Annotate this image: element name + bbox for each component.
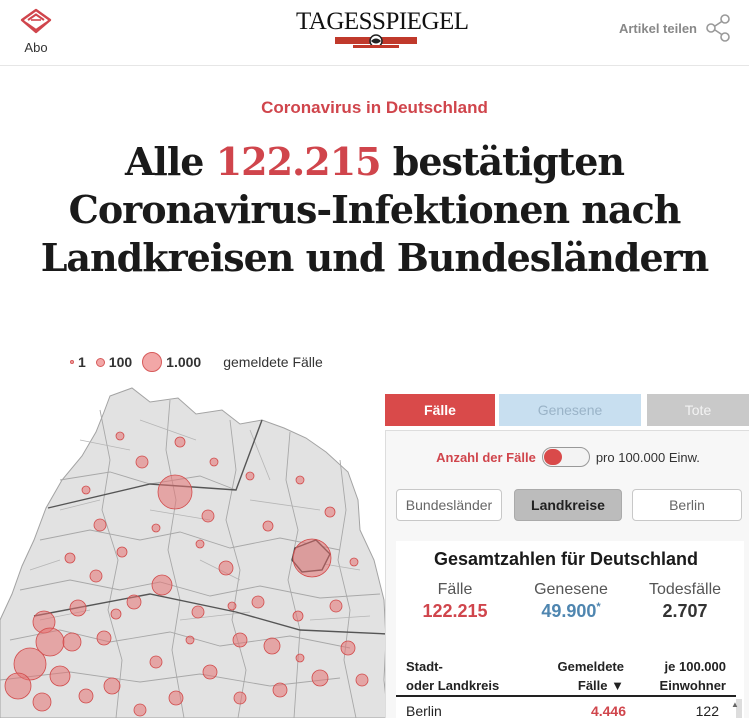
bubble — [63, 633, 81, 651]
tab-tote[interactable]: Tote — [647, 394, 749, 426]
bubble — [136, 456, 148, 468]
footnote-marker[interactable]: * — [596, 601, 601, 613]
legend-item-small — [70, 354, 86, 370]
summary-title: Gesamtzahlen für Deutschland — [433, 549, 699, 569]
bubble — [273, 683, 287, 697]
bubble — [196, 540, 204, 548]
legend-item-large — [142, 352, 201, 372]
bubble — [175, 437, 185, 447]
bubble — [50, 666, 70, 686]
bubble — [117, 547, 127, 557]
stat-label: Genesene — [534, 581, 608, 598]
county-map-svg[interactable] — [0, 380, 390, 718]
bubble — [296, 476, 304, 484]
article-headline — [20, 138, 729, 282]
top-bar — [0, 0, 749, 66]
bubble — [152, 524, 160, 532]
article-kicker: Coronavirus in Deutschland — [261, 98, 488, 117]
bubble — [127, 595, 141, 609]
headline-case-count: 122.215 — [215, 139, 381, 184]
bubble — [350, 558, 358, 566]
cell-region: Berlin — [406, 703, 442, 718]
bubble — [210, 458, 218, 466]
tab-faelle[interactable]: Fälle — [385, 394, 495, 426]
table-row[interactable] — [396, 699, 736, 718]
bubble — [104, 678, 120, 694]
stat-todesfaelle — [630, 581, 740, 622]
stat-number: 2.707 — [662, 601, 708, 621]
header-line: Fälle ▼ — [577, 678, 624, 693]
headline-prefix: Alle — [124, 139, 216, 184]
bubble — [152, 575, 172, 595]
cell-per-100k: 122 — [695, 703, 719, 718]
segment-landkreise[interactable]: Landkreise — [514, 489, 622, 521]
column-header-cases[interactable] — [536, 657, 624, 695]
bubble — [82, 486, 90, 494]
logo-seal-icon — [331, 34, 421, 50]
bubble — [312, 670, 328, 686]
metric-toggle-switch[interactable] — [542, 447, 590, 467]
toggle-knob — [544, 449, 562, 465]
stat-value — [630, 601, 740, 622]
toggle-label-absolute[interactable]: Anzahl der Fälle — [436, 449, 536, 465]
bubble-hamburg — [158, 475, 192, 509]
legend-dot-small — [70, 360, 74, 364]
tagesspiegel-logo[interactable] — [296, 8, 469, 50]
header-line: oder Landkreis — [406, 678, 500, 693]
stat-label: Todesfälle — [648, 581, 722, 598]
stat-genesene — [516, 581, 626, 622]
legend-dot-large — [142, 352, 162, 372]
bubble-berlin — [293, 539, 331, 577]
abo-button[interactable] — [14, 6, 58, 55]
tab-genesene[interactable]: Genesene — [499, 394, 641, 426]
bubble — [33, 693, 51, 711]
segment-bundeslaender[interactable]: Bundesländer — [396, 489, 502, 521]
toggle-label-per-capita[interactable]: pro 100.000 Einw. — [595, 449, 700, 465]
bubble — [111, 609, 121, 619]
bubble — [330, 600, 342, 612]
bubble — [90, 570, 102, 582]
legend-value: 100 — [108, 354, 133, 370]
stat-value — [400, 601, 510, 622]
bubble — [203, 665, 217, 679]
bubble — [94, 519, 106, 531]
bubble — [186, 636, 194, 644]
bubble — [263, 521, 273, 531]
column-header-region[interactable] — [406, 657, 499, 695]
newspaper-icon — [18, 6, 54, 36]
stat-label: Fälle — [437, 581, 473, 598]
bubble — [234, 692, 246, 704]
bubble — [252, 596, 264, 608]
map-legend — [70, 352, 323, 372]
bubble — [150, 656, 162, 668]
bubble — [202, 510, 214, 522]
bubble — [65, 553, 75, 563]
share-label: Artikel teilen — [618, 20, 697, 36]
scroll-up-arrow-icon[interactable]: ▲ — [731, 700, 739, 709]
share-article-button[interactable] — [619, 14, 731, 42]
legend-value: 1 — [78, 354, 86, 370]
bubble — [70, 600, 86, 616]
bubble — [219, 561, 233, 575]
cell-cases: 4.446 — [590, 703, 626, 718]
bubble — [192, 606, 204, 618]
table-header — [396, 655, 736, 697]
share-icon — [705, 14, 731, 42]
summary-box — [396, 541, 744, 718]
header-line: Gemeldete — [557, 659, 624, 674]
legend-label: gemeldete Fälle — [223, 354, 323, 370]
bubble — [296, 654, 304, 662]
metric-toggle-row — [386, 447, 749, 467]
bubble — [341, 641, 355, 655]
legend-item-medium — [96, 354, 132, 370]
header-line: je 100.000 — [664, 659, 726, 674]
abo-label: Abo — [24, 40, 48, 55]
bubble — [79, 689, 93, 703]
bubble — [293, 611, 303, 621]
bubble — [264, 638, 280, 654]
bubble — [5, 673, 31, 699]
stat-faelle — [400, 581, 510, 622]
headline-suffix: bestätigten Coronavirus-Infektionen nach Landkreisen und Bundesländern — [40, 139, 709, 280]
bubble — [233, 633, 247, 647]
legend-dot-medium — [96, 358, 105, 367]
bubble — [134, 704, 146, 716]
header-line: Stadt- — [406, 659, 443, 674]
header-line: Einwohner — [659, 678, 726, 693]
bubble — [97, 631, 111, 645]
column-header-per-100k[interactable] — [636, 657, 726, 695]
stat-number: 49.900 — [541, 601, 597, 621]
stats-panel — [385, 394, 749, 718]
logo-wordmark: TAGESSPIEGEL — [296, 8, 469, 35]
panel-card — [385, 430, 749, 718]
germany-map[interactable] — [0, 380, 390, 718]
metric-tabs — [385, 394, 749, 426]
bubble — [169, 691, 183, 705]
bubble — [325, 507, 335, 517]
stat-value — [516, 601, 626, 622]
stat-number: 122.215 — [422, 601, 488, 621]
bubble — [228, 602, 236, 610]
bubble — [246, 472, 254, 480]
segment-berlin[interactable]: Berlin — [632, 489, 742, 521]
legend-value: 1.000 — [166, 354, 202, 370]
bubble — [116, 432, 124, 440]
bubble — [356, 674, 368, 686]
